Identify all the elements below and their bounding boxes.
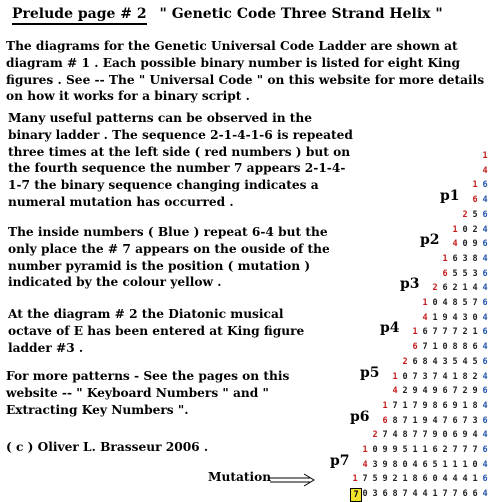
pyramid-digit: 5 [462, 298, 468, 308]
pyramid-digit: 4 [432, 415, 438, 426]
pyramid-digit: 1 [412, 327, 418, 338]
pyramid-digit: 9 [442, 312, 448, 323]
pyramid-digit: 4 [392, 386, 398, 397]
pyramid-digit: 2 [372, 430, 378, 441]
pyramid-digit: 2 [462, 386, 468, 397]
pyramid-digit: 6 [482, 474, 488, 485]
pyramid-digit: 1 [452, 459, 458, 470]
page-title: " Genetic Code Three Strand Helix " [159, 6, 443, 22]
pyramid-digit: 4 [412, 459, 418, 470]
pyramid-digit: 0 [402, 459, 408, 470]
pyramid-digit: 4 [482, 371, 488, 382]
pyramid-digit: 2 [432, 283, 438, 294]
pyramid-digit: 4 [422, 312, 428, 323]
pyramid-digit: 8 [452, 342, 458, 353]
pyramid-digit: 7 [472, 445, 478, 455]
pyramid-digit: 1 [452, 224, 458, 235]
pyramid-digit: 4 [392, 430, 398, 441]
pyramid-digit: 6 [452, 430, 458, 441]
pyramid-digit: 6 [442, 283, 448, 294]
pyramid-digit: 4 [422, 489, 428, 500]
pyramid-digit: 2 [472, 224, 478, 235]
pyramid-digit: 6 [442, 386, 448, 397]
pyramid-digit: 9 [472, 239, 478, 250]
pyramid-label-p2: p2 [420, 232, 440, 249]
pyramid-digit: 6 [442, 268, 448, 279]
pyramid-digit: 1 [402, 474, 408, 485]
pyramid-digit: 2 [442, 445, 448, 455]
pyramid-digit: 7 [472, 298, 478, 308]
pyramid-digit: 4 [422, 386, 428, 397]
paragraph-diatonic: At the diagram # 2 the Diatonic musical octave of E has been entered at King figure ladder #3 . [8, 307, 305, 355]
pyramid-digit: 5 [452, 268, 458, 279]
pyramid-digit: 6 [432, 445, 438, 455]
pyramid-digit: 1 [362, 445, 368, 455]
pyramid-digit: 4 [452, 239, 458, 250]
pyramid-digit: 9 [382, 445, 388, 455]
pyramid-digit: 8 [412, 474, 418, 485]
pyramid-digit: 9 [462, 430, 468, 441]
paragraph-more-patterns: For more patterns - See the pages on this website -- " Keyboard Numbers " and " Extracting Key Numbers ". [6, 369, 290, 417]
pyramid-digit: 7 [412, 400, 418, 411]
pyramid-digit: 0 [432, 298, 438, 308]
pyramid-digit: 4 [482, 253, 488, 264]
pyramid-digit: 8 [472, 400, 478, 411]
pyramid-digit: 9 [392, 445, 398, 455]
pyramid-digit: 9 [422, 400, 428, 411]
pyramid-digit: 3 [422, 371, 428, 382]
pyramid-digit: 0 [402, 371, 408, 382]
pyramid-digit: 7 [402, 415, 408, 426]
copyright-notice: ( c ) Oliver L. Brasseur 2006 . [6, 440, 209, 454]
pyramid-digit: 5 [402, 445, 408, 455]
pyramid-digit: 6 [442, 400, 448, 411]
pyramid-digit: 0 [362, 489, 368, 500]
pyramid-digit: 8 [392, 459, 398, 470]
pyramid-digit: 6 [482, 415, 488, 426]
pyramid-digit: 4 [472, 430, 478, 441]
pyramid-digit: 6 [382, 415, 388, 426]
pyramid-digit: 1 [462, 459, 468, 470]
pyramid-digit: 6 [472, 342, 478, 353]
pyramid-digit: 4 [442, 474, 448, 485]
pyramid-digit: 7 [392, 400, 398, 411]
pyramid-digit: 6 [422, 459, 428, 470]
pyramid-digit: 5 [472, 209, 478, 220]
pyramid-digit: 3 [472, 415, 478, 426]
pyramid-digit: 4 [442, 371, 448, 382]
pyramid-digit: 6 [482, 180, 488, 191]
pyramid-digit: 1 [472, 474, 478, 485]
pyramid-digit: 5 [462, 268, 468, 279]
pyramid-digit: 4 [482, 312, 488, 323]
pyramid-digit: 1 [352, 474, 358, 485]
pyramid-digit: 8 [402, 430, 408, 441]
pyramid-digit: 1 [442, 253, 448, 264]
pyramid-label-p6: p6 [350, 408, 370, 425]
pyramid-digit: 3 [372, 459, 378, 470]
pyramid-digit: 8 [452, 298, 458, 308]
pyramid-digit: 4 [362, 459, 368, 470]
pyramid-digit: 2 [452, 283, 458, 294]
pyramid-digit: 4 [482, 459, 488, 470]
pyramid-digit: 6 [422, 474, 428, 485]
pyramid-digit: 6 [482, 239, 488, 250]
pyramid-digit: 3 [462, 253, 468, 264]
pyramid-digit: 1 [472, 327, 478, 338]
paragraph-intro: The diagrams for the Genetic Universal Code Ladder are shown at diagram # 1 . Each possible binary number is listed for eight King figures . See -- The " Universal Code " on this website for more details on how it works for a binary script . [6, 39, 485, 104]
pyramid-digit: 6 [412, 356, 418, 367]
pyramid-digit: 7 [422, 342, 428, 353]
pyramid-digit: 5 [452, 356, 458, 367]
pyramid-digit: 2 [462, 327, 468, 338]
pyramid-digit: 2 [472, 371, 478, 382]
pyramid-digit: 1 [432, 312, 438, 323]
pyramid-digit: 6 [482, 209, 488, 220]
pyramid-digit: 7 [462, 445, 468, 455]
pyramid-digit: 4 [482, 195, 488, 206]
paragraph-patterns: Many useful patterns can be observed in the binary ladder . The sequence 2-1-4-1-6 is repeated three times at the left side ( red numbers ) but on the fourth sequence the number 7 appears 2-1-4-1-7 the binary sequence changing indicates a numeral mutation has occurred . [8, 111, 353, 209]
pyramid-digit: 6 [462, 489, 468, 500]
pyramid-digit: 7 [422, 430, 428, 441]
pyramid-digit: 8 [392, 415, 398, 426]
paragraph-inside-numbers: The inside numbers ( Blue ) repeat 6-4 but the only place the # 7 appears on the ouside of the number pyramid is the position ( mutation ) indicated by the colour yellow . [8, 225, 330, 290]
pyramid-digit: 4 [482, 400, 488, 411]
pyramid-digit: 1 [462, 400, 468, 411]
pyramid-digit: 1 [462, 283, 468, 294]
pyramid-digit: 1 [402, 400, 408, 411]
pyramid-label-p7: p7 [330, 452, 350, 469]
pyramid-digit: 6 [452, 415, 458, 426]
pyramid-digit: 1 [432, 342, 438, 353]
pyramid-digit: 2 [402, 356, 408, 367]
pyramid-digit: 8 [462, 371, 468, 382]
pyramid-digit: 4 [482, 224, 488, 235]
pyramid-digit: 1 [442, 459, 448, 470]
pyramid-digit: 7 [452, 386, 458, 397]
pyramid-digit: 0 [372, 445, 378, 455]
pyramid-digit: 9 [382, 459, 388, 470]
pyramid-digit: 4 [452, 474, 458, 485]
pyramid-digit: 8 [462, 342, 468, 353]
pyramid-digit: 7 [362, 474, 368, 485]
pyramid-digit: 9 [432, 430, 438, 441]
pyramid-digit: 1 [432, 489, 438, 500]
pyramid-digit: 0 [442, 430, 448, 441]
pyramid-digit: 5 [432, 459, 438, 470]
pyramid-digit: 4 [482, 283, 488, 294]
pyramid-digit: 2 [402, 386, 408, 397]
pyramid-digit: 6 [382, 489, 388, 500]
pyramid-digit: 9 [412, 386, 418, 397]
pyramid-digit: 3 [462, 312, 468, 323]
prelude-title: Prelude page # 2 [12, 6, 147, 25]
pyramid-digit: 8 [422, 356, 428, 367]
pyramid-digit: 8 [432, 400, 438, 411]
pyramid-digit: 1 [412, 415, 418, 426]
pyramid-digit: 0 [462, 239, 468, 250]
pyramid-digit: 6 [472, 489, 478, 500]
pyramid-digit: 7 [402, 489, 408, 500]
pyramid-digit: 7 [452, 445, 458, 455]
pyramid-digit: 7 [452, 327, 458, 338]
pyramid-digit: 6 [482, 356, 488, 367]
pyramid-digit: 7 [442, 327, 448, 338]
pyramid-digit: 6 [482, 268, 488, 279]
pyramid-digit: 4 [482, 165, 488, 176]
pyramid-digit: 0 [442, 342, 448, 353]
pyramid-label-p1: p1 [440, 188, 460, 205]
pyramid-digit: 0 [472, 459, 478, 470]
pyramid-label-p4: p4 [380, 320, 400, 337]
pyramid-digit: 6 [482, 298, 488, 308]
pyramid-digit: 1 [482, 151, 488, 161]
pyramid-digit: 7 [412, 371, 418, 382]
pyramid-digit: 9 [452, 400, 458, 411]
pyramid-digit: 5 [372, 474, 378, 485]
pyramid-digit: 4 [462, 474, 468, 485]
pyramid-digit: 4 [472, 283, 478, 294]
pyramid-digit: 4 [462, 356, 468, 367]
pyramid-digit: 3 [472, 268, 478, 279]
pyramid-digit: 6 [482, 327, 488, 338]
mutation-digit: 7 [350, 488, 362, 502]
pyramid-digit: 6 [422, 327, 428, 338]
pyramid-digit: 4 [442, 298, 448, 308]
pyramid-digit: 9 [382, 474, 388, 485]
pyramid-digit: 7 [432, 327, 438, 338]
pyramid-digit: 4 [482, 342, 488, 353]
pyramid-digit: 6 [412, 342, 418, 353]
pyramid-digit: 0 [462, 224, 468, 235]
pyramid-digit: 7 [442, 489, 448, 500]
pyramid-digit: 1 [422, 298, 428, 308]
pyramid-digit: 3 [442, 356, 448, 367]
pyramid-digit: 4 [412, 489, 418, 500]
pyramid-digit: 2 [392, 474, 398, 485]
pyramid-digit: 9 [422, 415, 428, 426]
pyramid-digit: 4 [452, 312, 458, 323]
pyramid-label-p3: p3 [400, 276, 420, 293]
pyramid-digit: 4 [432, 356, 438, 367]
pyramid-digit: 1 [472, 180, 478, 191]
pyramid-digit: 7 [432, 371, 438, 382]
pyramid-digit: 3 [372, 489, 378, 500]
pyramid-digit: 6 [472, 195, 478, 206]
pyramid-digit: 8 [472, 253, 478, 264]
pyramid-digit: 6 [482, 445, 488, 455]
pyramid-digit: 7 [452, 489, 458, 500]
pyramid-digit: 1 [452, 371, 458, 382]
mutation-label: Mutation [208, 470, 272, 484]
pyramid-label-p5: p5 [360, 364, 380, 381]
pyramid-digit: 5 [472, 356, 478, 367]
pyramid-digit: 4 [482, 430, 488, 441]
pyramid-digit: 1 [422, 445, 428, 455]
pyramid-digit: 8 [392, 489, 398, 500]
pyramid-digit: 7 [412, 430, 418, 441]
pyramid-digit: 7 [462, 415, 468, 426]
pyramid-digit: 6 [452, 253, 458, 264]
pyramid-digit: 1 [382, 400, 388, 411]
pyramid-digit: 7 [442, 415, 448, 426]
pyramid-digit: 1 [412, 445, 418, 455]
pyramid-digit: 7 [382, 430, 388, 441]
pyramid-digit: 9 [432, 386, 438, 397]
pyramid-digit: 6 [482, 386, 488, 397]
pyramid-digit: 0 [432, 474, 438, 485]
pyramid-digit: 4 [482, 489, 488, 500]
pyramid-digit: 2 [462, 209, 468, 220]
pyramid-digit: 1 [392, 371, 398, 382]
pyramid-digit: 0 [472, 312, 478, 323]
pyramid-digit: 9 [472, 386, 478, 397]
